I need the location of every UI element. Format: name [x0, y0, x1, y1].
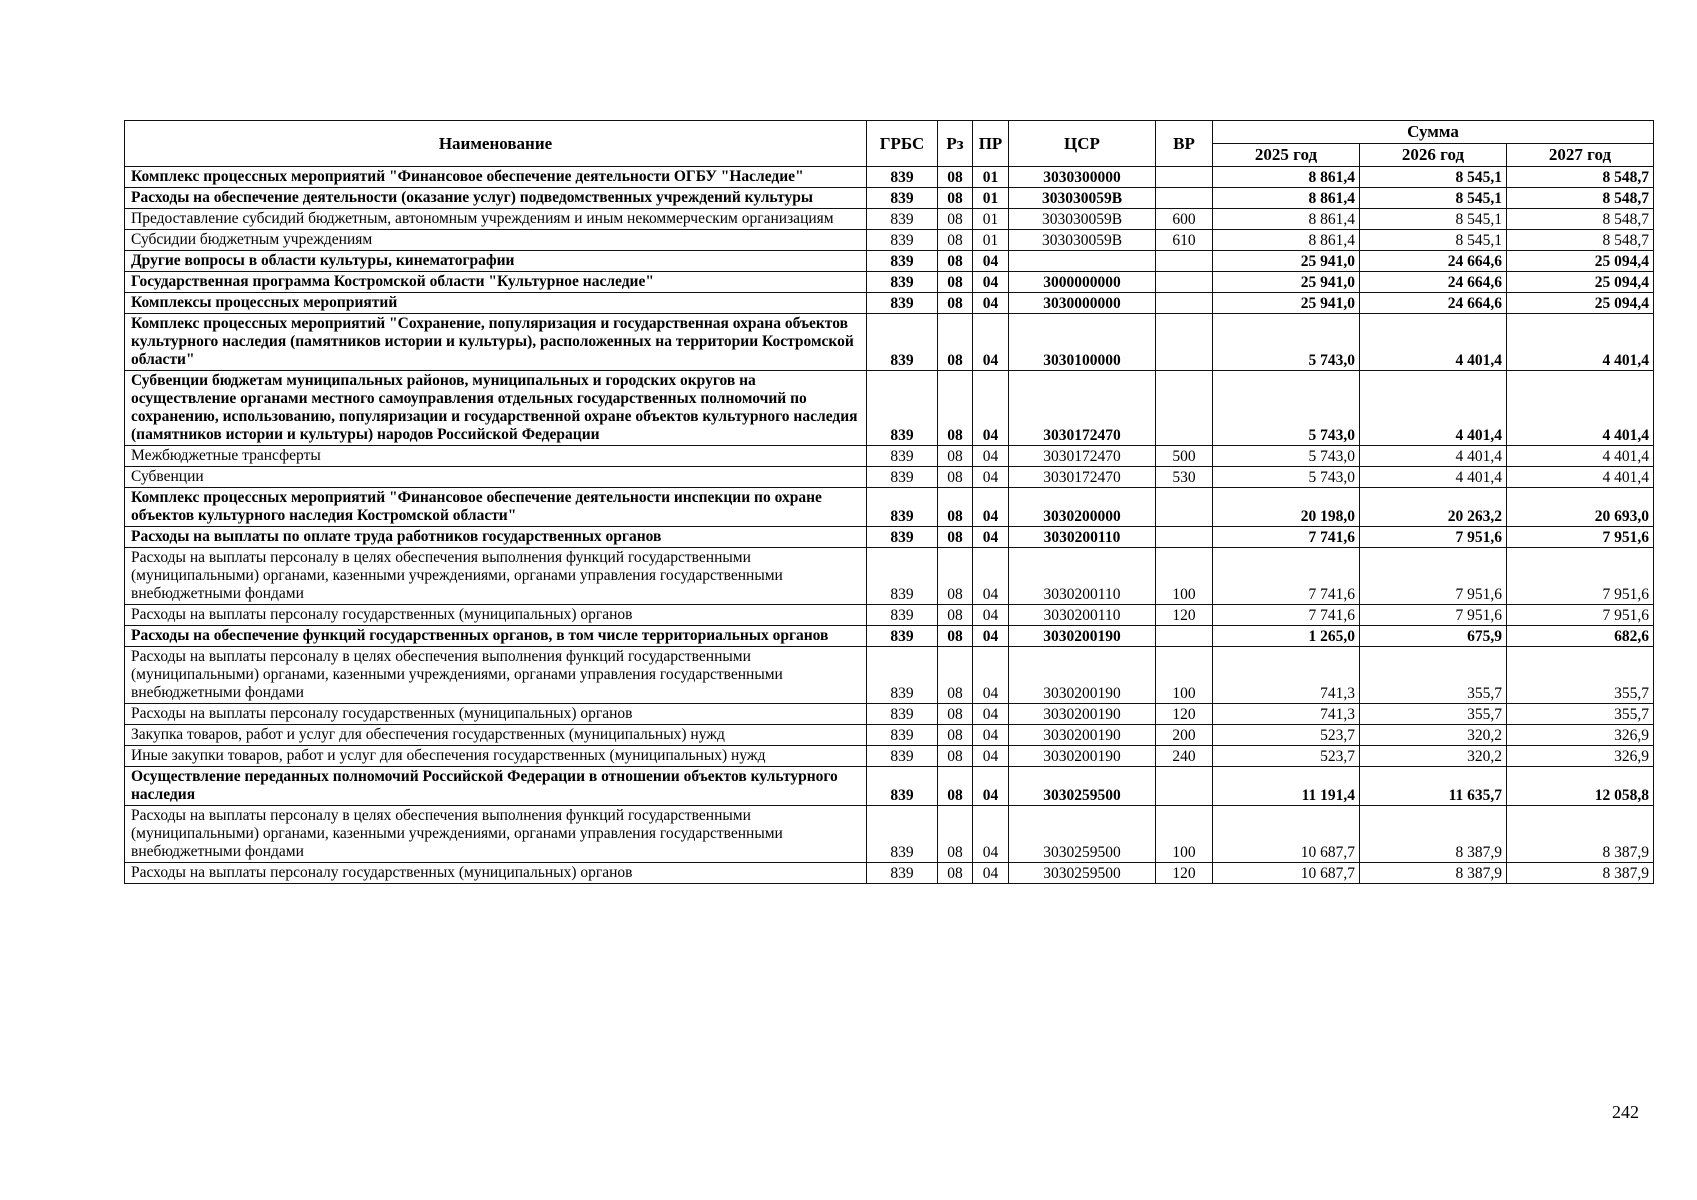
cell-grbs: 839	[867, 188, 938, 209]
cell-pr: 04	[973, 605, 1009, 626]
table-row	[125, 704, 1654, 725]
cell-rz: 08	[938, 446, 973, 467]
cell-pr: 04	[973, 527, 1009, 548]
cell-csr: 3030200190	[1009, 704, 1156, 725]
cell-csr: 3030200110	[1009, 527, 1156, 548]
cell-name: Комплекс процессных мероприятий "Сохранение, популяризация и государственная охрана объектов культурного наследия (памятников истории и культуры), расположенных на территории Костромской области"	[125, 314, 867, 371]
cell-vr	[1156, 371, 1213, 446]
budget-table	[124, 120, 1654, 884]
cell-rz: 08	[938, 647, 973, 704]
cell-vr	[1156, 488, 1213, 527]
cell-grbs: 839	[867, 446, 938, 467]
table-row	[125, 767, 1654, 806]
table-row	[125, 647, 1654, 704]
cell-2025: 5 743,0	[1213, 446, 1360, 467]
cell-2027: 4 401,4	[1507, 314, 1654, 371]
cell-rz: 08	[938, 251, 973, 272]
header-2026: 2026 год	[1360, 144, 1507, 167]
cell-vr: 100	[1156, 647, 1213, 704]
cell-name: Субсидии бюджетным учреждениям	[125, 230, 867, 251]
cell-csr: 3030100000	[1009, 314, 1156, 371]
cell-grbs: 839	[867, 467, 938, 488]
cell-rz: 08	[938, 527, 973, 548]
header-2025: 2025 год	[1213, 144, 1360, 167]
cell-2025: 10 687,7	[1213, 806, 1360, 863]
cell-2026: 8 387,9	[1360, 806, 1507, 863]
cell-2026: 320,2	[1360, 746, 1507, 767]
cell-pr: 04	[973, 272, 1009, 293]
cell-vr	[1156, 188, 1213, 209]
cell-name: Расходы на выплаты по оплате труда работников государственных органов	[125, 527, 867, 548]
cell-2025: 7 741,6	[1213, 605, 1360, 626]
cell-vr: 120	[1156, 704, 1213, 725]
cell-2026: 8 545,1	[1360, 188, 1507, 209]
cell-2025: 523,7	[1213, 746, 1360, 767]
cell-csr: 3030259500	[1009, 767, 1156, 806]
cell-2025: 8 861,4	[1213, 230, 1360, 251]
cell-pr: 04	[973, 371, 1009, 446]
cell-vr: 240	[1156, 746, 1213, 767]
cell-name: Расходы на выплаты персоналу в целях обеспечения выполнения функций государственными (муниципальными) органами, казенными учреждениями, органами управления государственными внебюджетными фондами	[125, 647, 867, 704]
cell-name: Расходы на выплаты персоналу государственных (муниципальных) органов	[125, 704, 867, 725]
cell-2026: 320,2	[1360, 725, 1507, 746]
cell-2025: 523,7	[1213, 725, 1360, 746]
cell-2026: 24 664,6	[1360, 272, 1507, 293]
cell-2027: 7 951,6	[1507, 548, 1654, 605]
cell-name: Закупка товаров, работ и услуг для обеспечения государственных (муниципальных) нужд	[125, 725, 867, 746]
table-row	[125, 230, 1654, 251]
cell-2026: 8 545,1	[1360, 230, 1507, 251]
cell-csr: 3030200190	[1009, 725, 1156, 746]
header-grbs: ГРБС	[867, 121, 938, 167]
header-sum: Сумма	[1213, 121, 1654, 144]
cell-2025: 7 741,6	[1213, 527, 1360, 548]
cell-csr: 3030000000	[1009, 293, 1156, 314]
cell-2026: 24 664,6	[1360, 293, 1507, 314]
cell-pr: 04	[973, 626, 1009, 647]
cell-grbs: 839	[867, 527, 938, 548]
cell-2025: 11 191,4	[1213, 767, 1360, 806]
table-row	[125, 467, 1654, 488]
cell-2027: 4 401,4	[1507, 446, 1654, 467]
cell-name: Расходы на обеспечение деятельности (оказание услуг) подведомственных учреждений культуры	[125, 188, 867, 209]
cell-2026: 11 635,7	[1360, 767, 1507, 806]
cell-2027: 4 401,4	[1507, 371, 1654, 446]
cell-rz: 08	[938, 230, 973, 251]
cell-csr: 3030259500	[1009, 863, 1156, 884]
cell-2025: 8 861,4	[1213, 188, 1360, 209]
cell-rz: 08	[938, 806, 973, 863]
cell-2026: 355,7	[1360, 704, 1507, 725]
header-csr: ЦСР	[1009, 121, 1156, 167]
cell-grbs: 839	[867, 548, 938, 605]
cell-2027: 355,7	[1507, 647, 1654, 704]
cell-rz: 08	[938, 767, 973, 806]
cell-2027: 8 548,7	[1507, 209, 1654, 230]
cell-2026: 7 951,6	[1360, 605, 1507, 626]
cell-2025: 741,3	[1213, 704, 1360, 725]
cell-2026: 4 401,4	[1360, 371, 1507, 446]
cell-grbs: 839	[867, 806, 938, 863]
cell-2027: 326,9	[1507, 746, 1654, 767]
cell-2027: 8 548,7	[1507, 167, 1654, 188]
cell-name: Расходы на выплаты персоналу в целях обеспечения выполнения функций государственными (муниципальными) органами, казенными учреждениями, органами управления государственными внебюджетными фондами	[125, 548, 867, 605]
cell-2027: 7 951,6	[1507, 527, 1654, 548]
cell-rz: 08	[938, 488, 973, 527]
cell-name: Расходы на выплаты персоналу государственных (муниципальных) органов	[125, 863, 867, 884]
cell-2027: 25 094,4	[1507, 272, 1654, 293]
cell-csr: 3000000000	[1009, 272, 1156, 293]
cell-vr: 120	[1156, 863, 1213, 884]
cell-2027: 355,7	[1507, 704, 1654, 725]
cell-pr: 04	[973, 548, 1009, 605]
cell-2025: 8 861,4	[1213, 167, 1360, 188]
cell-rz: 08	[938, 188, 973, 209]
table-row	[125, 314, 1654, 371]
cell-csr: 3030300000	[1009, 167, 1156, 188]
header-rz: Рз	[938, 121, 973, 167]
header-pr: ПР	[973, 121, 1009, 167]
cell-csr: 303030059В	[1009, 188, 1156, 209]
cell-2025: 25 941,0	[1213, 251, 1360, 272]
cell-name: Межбюджетные трансферты	[125, 446, 867, 467]
cell-2027: 7 951,6	[1507, 605, 1654, 626]
cell-grbs: 839	[867, 209, 938, 230]
cell-2025: 8 861,4	[1213, 209, 1360, 230]
cell-2025: 1 265,0	[1213, 626, 1360, 647]
cell-pr: 01	[973, 230, 1009, 251]
cell-name: Государственная программа Костромской области "Культурное наследие"	[125, 272, 867, 293]
cell-csr: 3030200190	[1009, 647, 1156, 704]
cell-pr: 04	[973, 806, 1009, 863]
cell-2026: 4 401,4	[1360, 467, 1507, 488]
table-row	[125, 293, 1654, 314]
cell-2025: 10 687,7	[1213, 863, 1360, 884]
cell-2026: 8 545,1	[1360, 209, 1507, 230]
cell-vr	[1156, 272, 1213, 293]
cell-2025: 25 941,0	[1213, 272, 1360, 293]
cell-pr: 01	[973, 188, 1009, 209]
cell-pr: 01	[973, 167, 1009, 188]
cell-name: Осуществление переданных полномочий Российской Федерации в отношении объектов культурного наследия	[125, 767, 867, 806]
cell-vr: 530	[1156, 467, 1213, 488]
table-row	[125, 446, 1654, 467]
cell-vr: 500	[1156, 446, 1213, 467]
cell-csr: 3030200110	[1009, 548, 1156, 605]
cell-csr: 3030259500	[1009, 806, 1156, 863]
table-row	[125, 188, 1654, 209]
table-row	[125, 746, 1654, 767]
cell-name: Субвенции	[125, 467, 867, 488]
cell-2026: 8 387,9	[1360, 863, 1507, 884]
cell-vr: 100	[1156, 806, 1213, 863]
table-row	[125, 725, 1654, 746]
cell-rz: 08	[938, 626, 973, 647]
cell-2027: 20 693,0	[1507, 488, 1654, 527]
table-row	[125, 167, 1654, 188]
cell-grbs: 839	[867, 251, 938, 272]
cell-csr: 3030200190	[1009, 746, 1156, 767]
cell-vr: 200	[1156, 725, 1213, 746]
cell-pr: 01	[973, 209, 1009, 230]
cell-name: Расходы на обеспечение функций государственных органов, в том числе территориальных органов	[125, 626, 867, 647]
cell-grbs: 839	[867, 863, 938, 884]
cell-grbs: 839	[867, 704, 938, 725]
cell-pr: 04	[973, 314, 1009, 371]
cell-2027: 25 094,4	[1507, 251, 1654, 272]
cell-vr	[1156, 626, 1213, 647]
table-row	[125, 863, 1654, 884]
cell-grbs: 839	[867, 647, 938, 704]
cell-grbs: 839	[867, 371, 938, 446]
cell-pr: 04	[973, 863, 1009, 884]
cell-grbs: 839	[867, 230, 938, 251]
cell-grbs: 839	[867, 626, 938, 647]
cell-pr: 04	[973, 488, 1009, 527]
cell-2026: 4 401,4	[1360, 314, 1507, 371]
cell-pr: 04	[973, 647, 1009, 704]
cell-csr	[1009, 251, 1156, 272]
cell-name: Предоставление субсидий бюджетным, автономным учреждениям и иным некоммерческим организациям	[125, 209, 867, 230]
cell-rz: 08	[938, 863, 973, 884]
cell-name: Расходы на выплаты персоналу в целях обеспечения выполнения функций государственными (муниципальными) органами, казенными учреждениями, органами управления государственными внебюджетными фондами	[125, 806, 867, 863]
cell-2027: 8 548,7	[1507, 188, 1654, 209]
cell-rz: 08	[938, 371, 973, 446]
cell-name: Другие вопросы в области культуры, кинематографии	[125, 251, 867, 272]
table-row	[125, 488, 1654, 527]
cell-name: Комплекс процессных мероприятий "Финансовое обеспечение деятельности ОГБУ "Наследие"	[125, 167, 867, 188]
cell-vr: 600	[1156, 209, 1213, 230]
cell-pr: 04	[973, 746, 1009, 767]
cell-csr: 3030200190	[1009, 626, 1156, 647]
cell-2025: 7 741,6	[1213, 548, 1360, 605]
cell-rz: 08	[938, 725, 973, 746]
cell-2025: 25 941,0	[1213, 293, 1360, 314]
cell-2027: 8 548,7	[1507, 230, 1654, 251]
cell-grbs: 839	[867, 314, 938, 371]
cell-grbs: 839	[867, 488, 938, 527]
cell-2026: 675,9	[1360, 626, 1507, 647]
cell-rz: 08	[938, 167, 973, 188]
table-row	[125, 272, 1654, 293]
cell-2026: 4 401,4	[1360, 446, 1507, 467]
cell-vr	[1156, 527, 1213, 548]
cell-csr: 3030172470	[1009, 467, 1156, 488]
cell-csr: 3030172470	[1009, 371, 1156, 446]
cell-rz: 08	[938, 467, 973, 488]
table-row	[125, 605, 1654, 626]
cell-vr	[1156, 251, 1213, 272]
cell-csr: 3030200110	[1009, 605, 1156, 626]
cell-vr: 120	[1156, 605, 1213, 626]
cell-pr: 04	[973, 251, 1009, 272]
cell-grbs: 839	[867, 767, 938, 806]
cell-csr: 3030200000	[1009, 488, 1156, 527]
cell-2026: 7 951,6	[1360, 548, 1507, 605]
cell-pr: 04	[973, 446, 1009, 467]
cell-vr	[1156, 293, 1213, 314]
cell-grbs: 839	[867, 272, 938, 293]
cell-2026: 24 664,6	[1360, 251, 1507, 272]
table-row	[125, 251, 1654, 272]
cell-rz: 08	[938, 293, 973, 314]
cell-vr	[1156, 314, 1213, 371]
cell-vr	[1156, 167, 1213, 188]
table-row	[125, 527, 1654, 548]
cell-name: Иные закупки товаров, работ и услуг для обеспечения государственных (муниципальных) нужд	[125, 746, 867, 767]
cell-pr: 04	[973, 725, 1009, 746]
cell-2027: 8 387,9	[1507, 863, 1654, 884]
cell-pr: 04	[973, 704, 1009, 725]
header-2027: 2027 год	[1507, 144, 1654, 167]
cell-csr: 3030172470	[1009, 446, 1156, 467]
page-number: 242	[1612, 1102, 1639, 1122]
cell-rz: 08	[938, 314, 973, 371]
table-row	[125, 209, 1654, 230]
cell-2026: 20 263,2	[1360, 488, 1507, 527]
cell-2025: 5 743,0	[1213, 371, 1360, 446]
cell-2027: 682,6	[1507, 626, 1654, 647]
cell-2025: 5 743,0	[1213, 314, 1360, 371]
cell-rz: 08	[938, 272, 973, 293]
cell-rz: 08	[938, 548, 973, 605]
cell-grbs: 839	[867, 605, 938, 626]
cell-csr: 303030059В	[1009, 230, 1156, 251]
cell-2026: 355,7	[1360, 647, 1507, 704]
cell-vr: 610	[1156, 230, 1213, 251]
cell-name: Субвенции бюджетам муниципальных районов, муниципальных и городских округов на осуществление органами местного самоуправления отдельных государственных полномочий по сохранению, использованию, популяризации и государственной охране объектов культурного наследия (памятников истории и культуры) народов Российской Федерации	[125, 371, 867, 446]
cell-rz: 08	[938, 605, 973, 626]
cell-2027: 4 401,4	[1507, 467, 1654, 488]
cell-2027: 25 094,4	[1507, 293, 1654, 314]
cell-pr: 04	[973, 467, 1009, 488]
cell-csr: 303030059В	[1009, 209, 1156, 230]
cell-rz: 08	[938, 209, 973, 230]
header-vr: ВР	[1156, 121, 1213, 167]
cell-2027: 12 058,8	[1507, 767, 1654, 806]
cell-pr: 04	[973, 293, 1009, 314]
cell-2025: 741,3	[1213, 647, 1360, 704]
cell-name: Расходы на выплаты персоналу государственных (муниципальных) органов	[125, 605, 867, 626]
cell-pr: 04	[973, 767, 1009, 806]
cell-name: Комплексы процессных мероприятий	[125, 293, 867, 314]
cell-2025: 20 198,0	[1213, 488, 1360, 527]
cell-vr	[1156, 767, 1213, 806]
table-row	[125, 548, 1654, 605]
cell-2026: 7 951,6	[1360, 527, 1507, 548]
header-name: Наименование	[125, 121, 867, 167]
cell-grbs: 839	[867, 293, 938, 314]
cell-name: Комплекс процессных мероприятий "Финансовое обеспечение деятельности инспекции по охране объектов культурного наследия Костромской области"	[125, 488, 867, 527]
cell-2027: 8 387,9	[1507, 806, 1654, 863]
cell-grbs: 839	[867, 725, 938, 746]
cell-grbs: 839	[867, 167, 938, 188]
cell-vr: 100	[1156, 548, 1213, 605]
cell-2026: 8 545,1	[1360, 167, 1507, 188]
table-row	[125, 626, 1654, 647]
cell-2027: 326,9	[1507, 725, 1654, 746]
cell-rz: 08	[938, 704, 973, 725]
table-row	[125, 806, 1654, 863]
cell-rz: 08	[938, 746, 973, 767]
cell-grbs: 839	[867, 746, 938, 767]
table-row	[125, 371, 1654, 446]
cell-2025: 5 743,0	[1213, 467, 1360, 488]
